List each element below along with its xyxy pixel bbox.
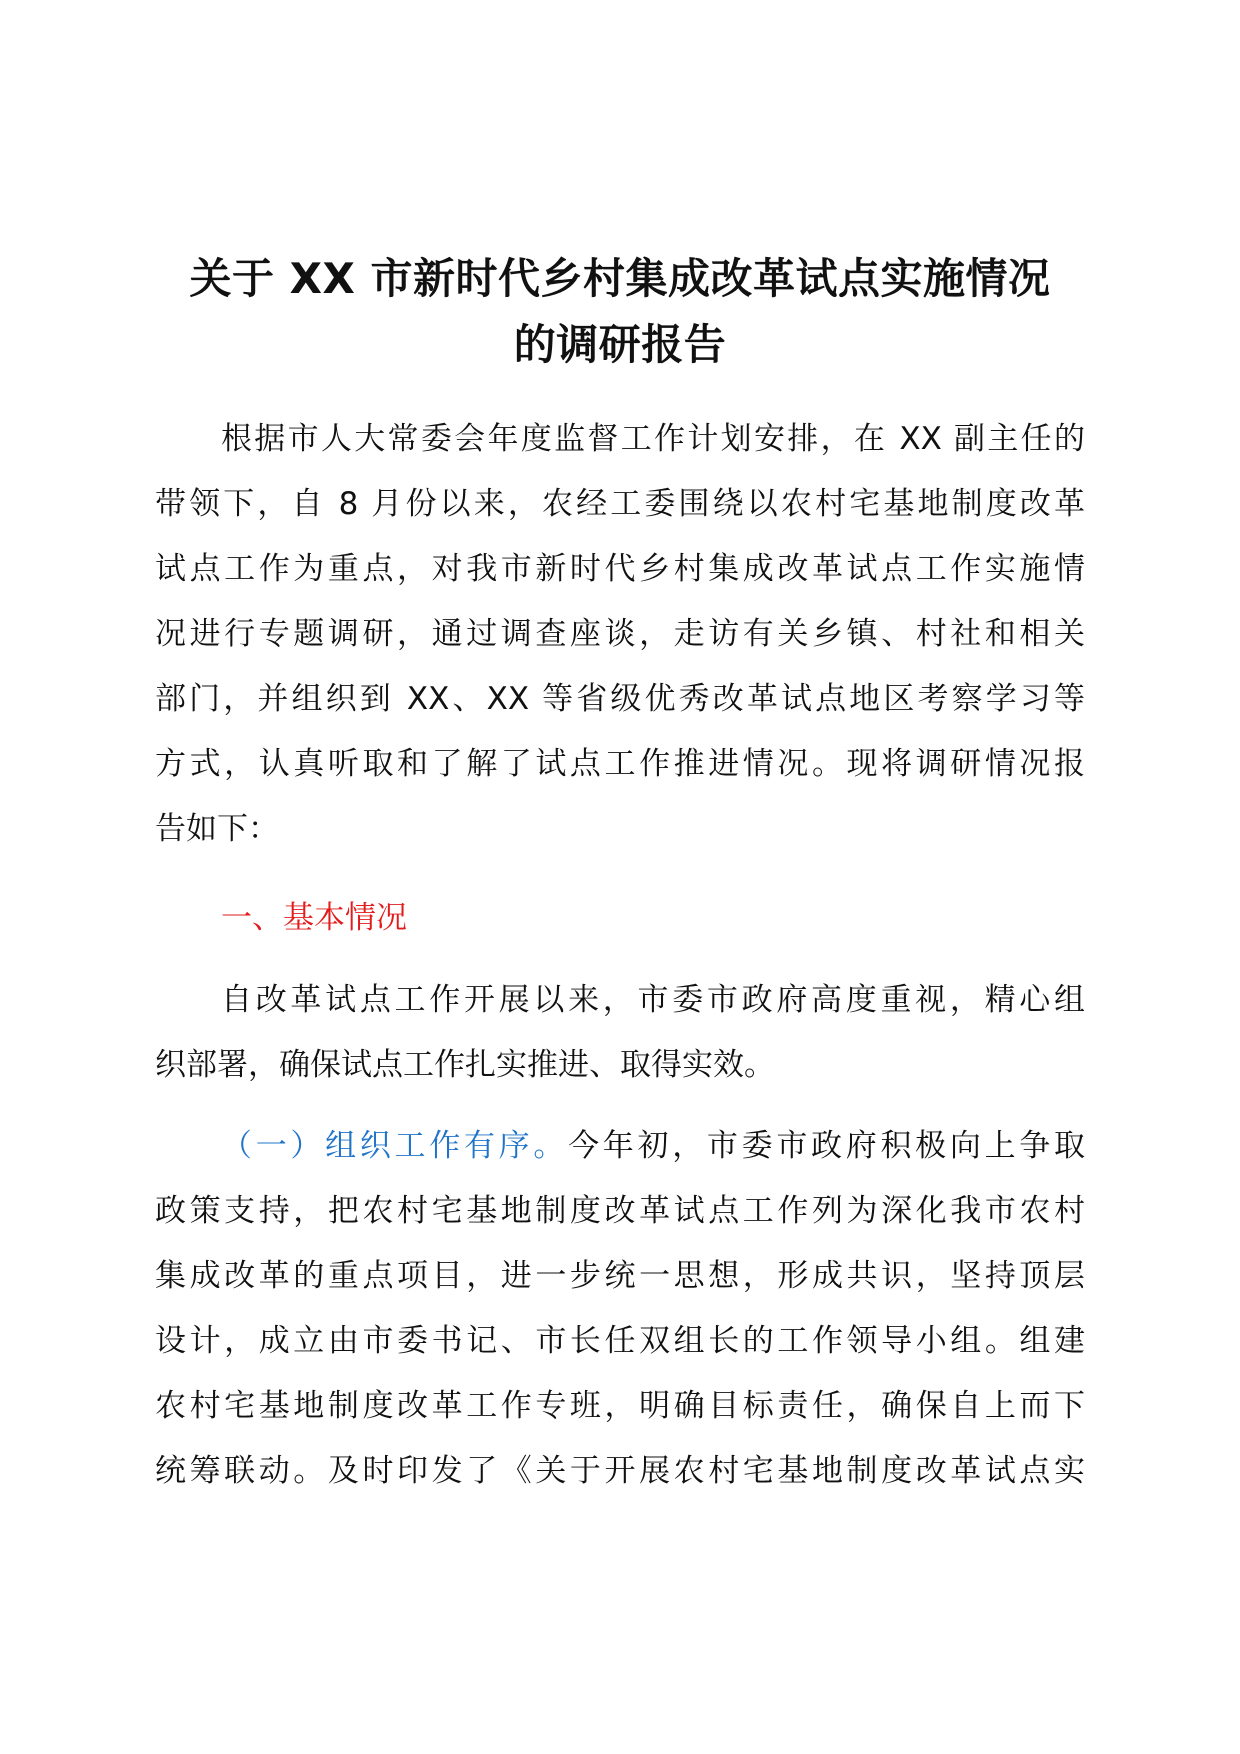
document-title <box>150 246 1090 378</box>
paragraph-line: 部门，并组织到 XX、XX 等省级优秀改革试点地区考察学习等 <box>155 681 1085 717</box>
paragraph-line: 统筹联动。及时印发了《关于开展农村宅基地制度改革试点实 <box>155 1453 1085 1489</box>
paragraph-line: 方式，认真听取和了解了试点工作推进情况。现将调研情况报 <box>155 746 1085 782</box>
paragraph-line: 况进行专题调研，通过调查座谈，走访有关乡镇、村社和相关 <box>155 616 1085 652</box>
paragraph-line: 自改革试点工作开展以来，市委市政府高度重视，精心组 <box>221 982 1085 1018</box>
paragraph-line: 带领下，自 8 月份以来，农经工委围绕以农村宅基地制度改革 <box>155 486 1085 522</box>
paragraph-line <box>155 1114 1085 1179</box>
paragraph-line: 政策支持，把农村宅基地制度改革试点工作列为深化我市农村 <box>155 1193 1085 1229</box>
basic-situation-paragraph <box>155 968 1085 1098</box>
paragraph-line: 试点工作为重点，对我市新时代乡村集成改革试点工作实施情 <box>155 551 1085 587</box>
section-heading-basic-situation: 一、基本情况 <box>221 900 407 936</box>
paragraph-line: 设计，成立由市委书记、市长任双组长的工作领导小组。组建 <box>155 1323 1085 1359</box>
paragraph-line: 告如下： <box>155 811 279 847</box>
sub-heading-organization: （一）组织工作有序。 <box>221 1128 569 1164</box>
paragraph-line: 集成改革的重点项目，进一步统一思想，形成共识，坚持顶层 <box>155 1258 1085 1294</box>
organization-paragraph <box>155 1114 1085 1504</box>
title-line-1: 关于 XX 市新时代乡村集成改革试点实施情况 <box>189 254 1051 303</box>
title-line-2: 的调研报告 <box>513 320 727 369</box>
paragraph-line: 织部署，确保试点工作扎实推进、取得实效。 <box>155 1047 775 1083</box>
paragraph-line: 农村宅基地制度改革工作专班，明确目标责任，确保自上而下 <box>155 1388 1085 1424</box>
intro-paragraph <box>155 407 1085 862</box>
paragraph-line: 根据市人大常委会年度监督工作计划安排，在 XX 副主任的 <box>221 421 1085 457</box>
paragraph-line-rest: 今年初，市委市政府积极向上争取 <box>568 1128 1086 1164</box>
